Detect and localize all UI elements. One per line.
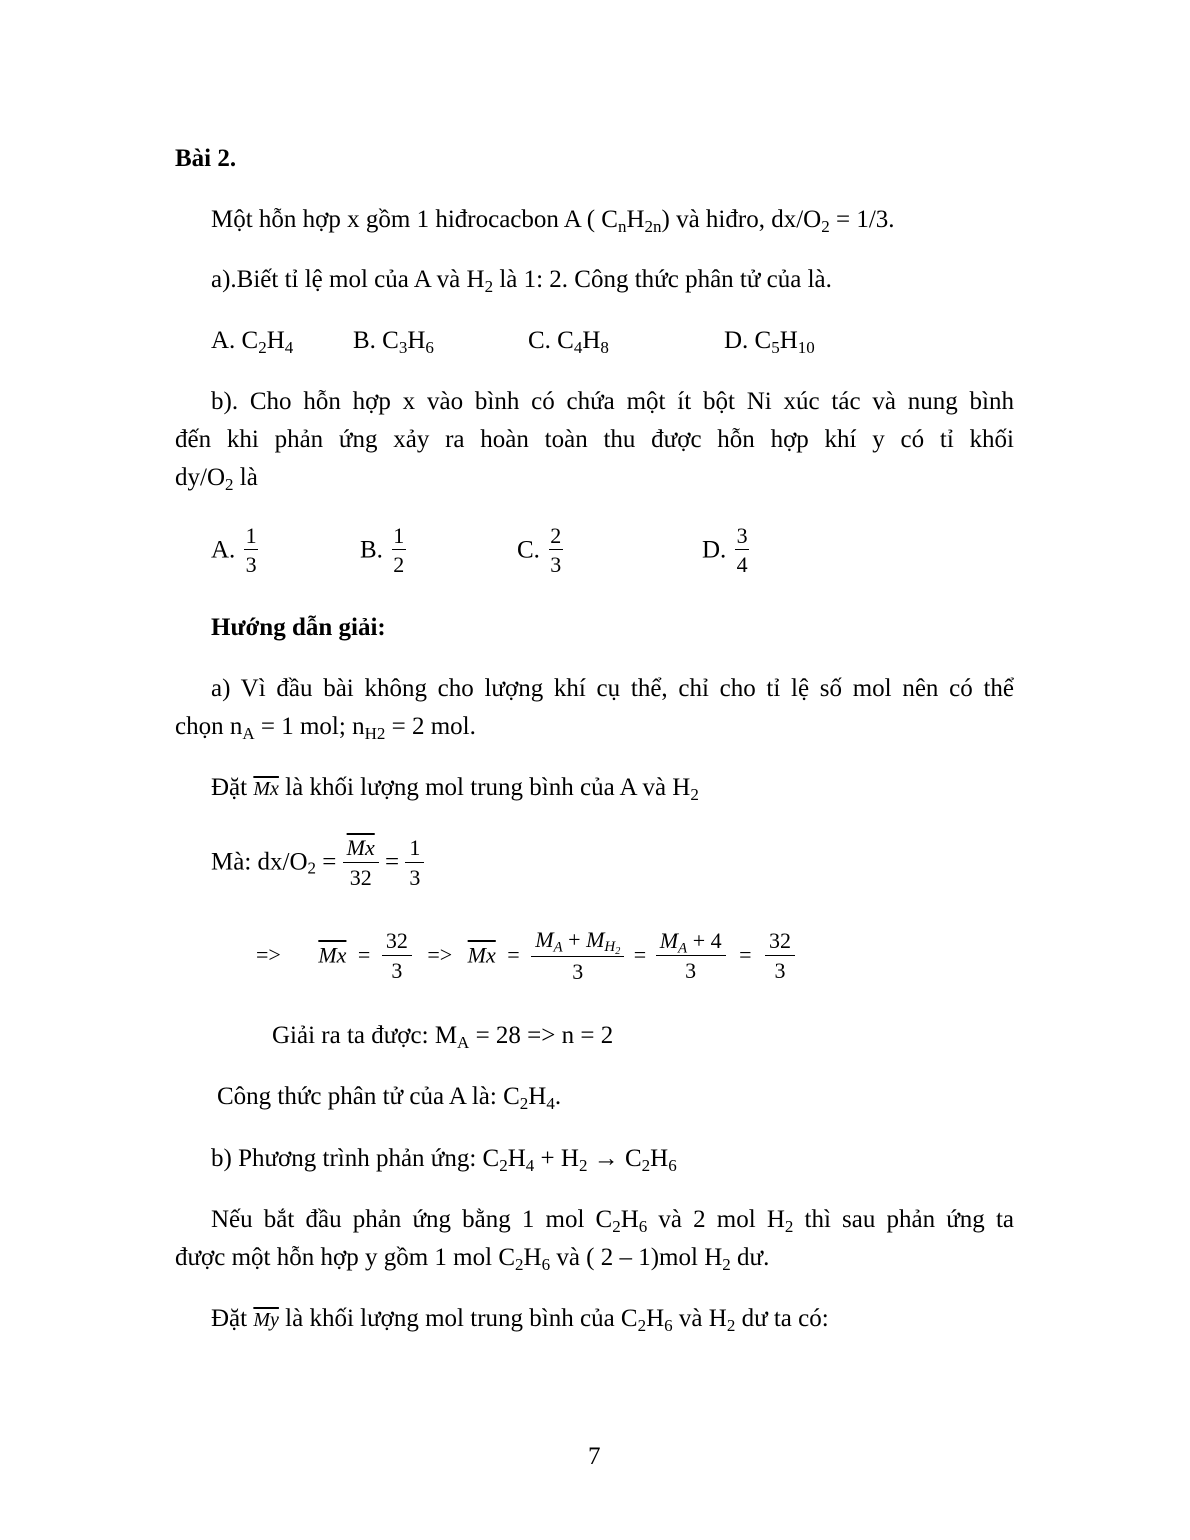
question-b-line-1: b). Cho hỗn hợp x vào bình có chứa một ít bột Ni xúc tác và nung bình xyxy=(211,388,1014,415)
option-b-A: A. $\frac{1}{3}$ xyxy=(211,523,257,578)
equation-ma: Mà: $dx/O_2$ = $\frac{\overline{Mx}}{32}$ = $\frac{1}{3}$ xyxy=(211,836,424,889)
solve-result: Giải ra ta được: $M_A = 28 => n = 2$ xyxy=(272,1022,614,1053)
question-b-line-2: đến khi phản ứng xảy ra hoàn toàn thu được hỗn hợp khí y có tỉ khối xyxy=(175,426,1014,453)
option-b-C: C. $\frac{2}{3}$ xyxy=(517,523,562,578)
define-my: Đặt $\overline{My}$ là khối lượng mol trung bình của $C_2H_6$ và $H_2$ dư ta có: xyxy=(211,1305,829,1336)
reaction-equation: b) Phương trình phản ứng: $C_2H_4 + H_2 \to C_2H_6$ xyxy=(211,1145,677,1176)
option-a-D: D. $C_5H_{10}$ xyxy=(724,327,815,358)
solution-a-line-2: chọn $n_A = 1$ mol; $n_{H2} = 2$ mol. xyxy=(175,713,476,744)
define-mx: Đặt $\overline{Mx}$ là khối lượng mol trung bình của A và $H_2$ xyxy=(211,774,699,805)
option-a-A: A. $C_2H_4$ xyxy=(211,327,294,358)
equation-mx: => $\overline{Mx}$ = $\frac{32}{3}$ => $\overline{Mx}$ = $\frac{M_A + M_{H_2}}{3}$ = $\frac{M_A + 4}{3}$ = $\frac{32}{3}$ xyxy=(256,928,795,983)
exercise-title: Bài 2. xyxy=(175,145,237,172)
if-start-line-2: được một hỗn hợp y gồm 1 mol $C_2H_6$ và ( 2 – 1)mol $H_2$ dư. xyxy=(175,1244,770,1275)
formula-conclusion: Công thức phân tử của A là: $C_2H_4$. xyxy=(217,1083,562,1114)
solution-heading: Hướng dẫn giải: xyxy=(211,614,386,641)
if-start-line-1: Nếu bắt đầu phản ứng bằng 1 mol $C_2H_6$ và 2 mol $H_2$ thì sau phản ứng ta xyxy=(211,1206,1014,1237)
solution-a-line-1: a) Vì đầu bài không cho lượng khí cụ thể, chỉ cho tỉ lệ số mol nên có thể xyxy=(211,675,1014,702)
option-a-C: C. $C_4H_8$ xyxy=(528,327,609,358)
option-a-B: B. $C_3H_6$ xyxy=(353,327,434,358)
problem-intro: Một hỗn hợp x gồm 1 hiđrocacbon A ( $C_nH_{2n}$) và hiđro, $dx/O_2 = 1/3$. xyxy=(211,206,895,237)
page-number: 7 xyxy=(588,1443,601,1470)
question-a: a).Biết tỉ lệ mol của A và $H_2$ là 1: 2. Công thức phân tử của là. xyxy=(211,266,832,297)
question-b-line-3: $dy/O_2$ là xyxy=(175,464,258,495)
option-b-B: B. $\frac{1}{2}$ xyxy=(360,523,405,578)
option-b-D: D. $\frac{3}{4}$ xyxy=(702,523,748,578)
